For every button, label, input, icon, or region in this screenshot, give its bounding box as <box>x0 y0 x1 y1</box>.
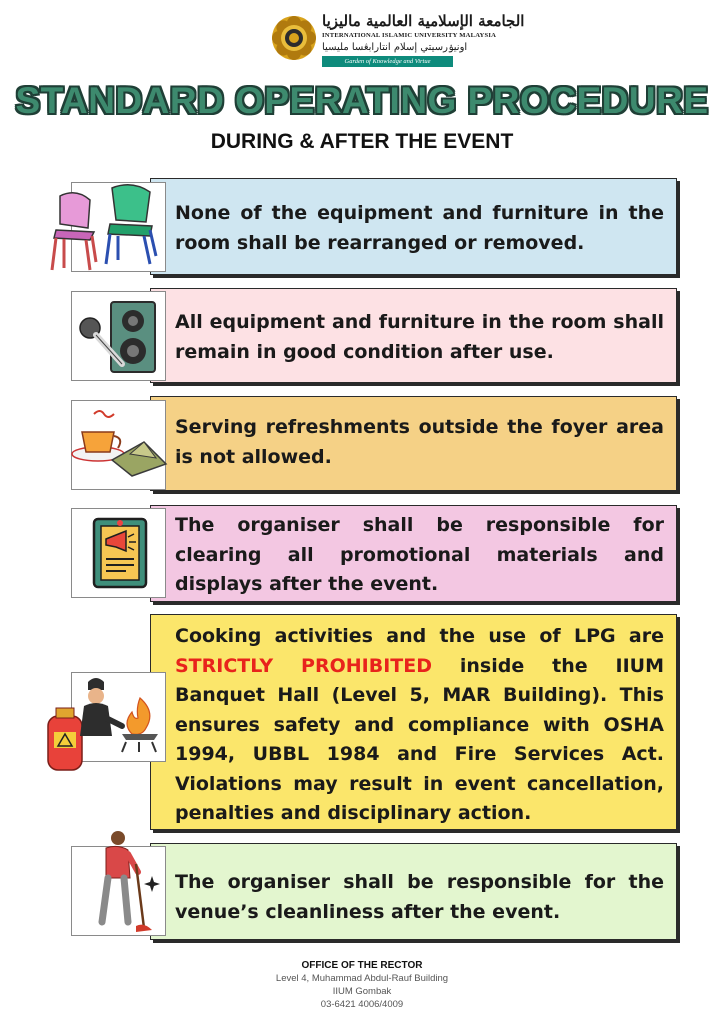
footer <box>0 959 724 1011</box>
rule-text-3: Serving refreshments outside the foyer area is not allowed. <box>175 416 664 468</box>
rule-card-5 <box>150 614 677 830</box>
page-title: STANDARD OPERATING PROCEDURE <box>15 80 709 121</box>
rule-card-2 <box>150 288 677 383</box>
strictly-prohibited-highlight: STRICTLY PROHIBITED <box>175 654 432 677</box>
promotional-poster-icon <box>92 517 148 589</box>
rule-text-6: The organiser shall be responsible for the venue’s cleanliness after the event. <box>175 871 664 923</box>
rule-card-6 <box>150 843 677 940</box>
iium-logo <box>268 10 525 70</box>
rule-text-2: All equipment and furniture in the room shall remain in good condition after use. <box>175 311 664 363</box>
rule-card-3 <box>150 396 677 491</box>
footer-office: OFFICE OF THE RECTOR <box>301 960 423 971</box>
university-motto: Garden of Knowledge and Virtue <box>322 56 453 67</box>
footer-phone: 03-6421 4006/4009 <box>320 999 404 1010</box>
university-jawi-name: اونيۏرسيتي إسلام انتارابڠسا مليسيا <box>322 42 468 53</box>
rule-text-5 <box>175 622 664 829</box>
cleaning-person-icon <box>82 828 166 936</box>
rule-text-5-after: inside the IIUM Banquet Hall (Level 5, MAR Building). This ensures safety and compliance with OSHA 1994, UBBL 1984 and Fire Services Act. Violations may result in event cancellation, penalties and disciplinary action. <box>175 654 664 824</box>
tea-cake-icon <box>70 404 170 490</box>
microphone-speaker-icon <box>78 298 160 376</box>
university-name: INTERNATIONAL ISLAMIC UNIVERSITY MALAYSIA <box>322 32 497 39</box>
chairs-icon <box>46 178 164 276</box>
chef-gas-cylinder-icon <box>40 676 166 776</box>
rule-text-4: The organiser shall be responsible for clearing all promotional materials and displays after the event. <box>175 514 664 595</box>
rule-text-1: None of the equipment and furniture in the room shall be rearranged or removed. <box>175 202 664 254</box>
footer-address-line2: IIUM Gombak <box>332 986 392 997</box>
iium-emblem-icon <box>268 12 320 64</box>
rule-card-1 <box>150 178 677 275</box>
rule-text-5-before: Cooking activities and the use of LPG are <box>175 625 664 647</box>
footer-address-line1: Level 4, Muhammad Abdul-Rauf Building <box>275 973 449 984</box>
page-subtitle: DURING & AFTER THE EVENT <box>210 130 514 153</box>
rule-card-4 <box>150 505 677 602</box>
university-arabic-name: الجامعة الإسلامية العالمية ماليزيا <box>322 12 525 30</box>
